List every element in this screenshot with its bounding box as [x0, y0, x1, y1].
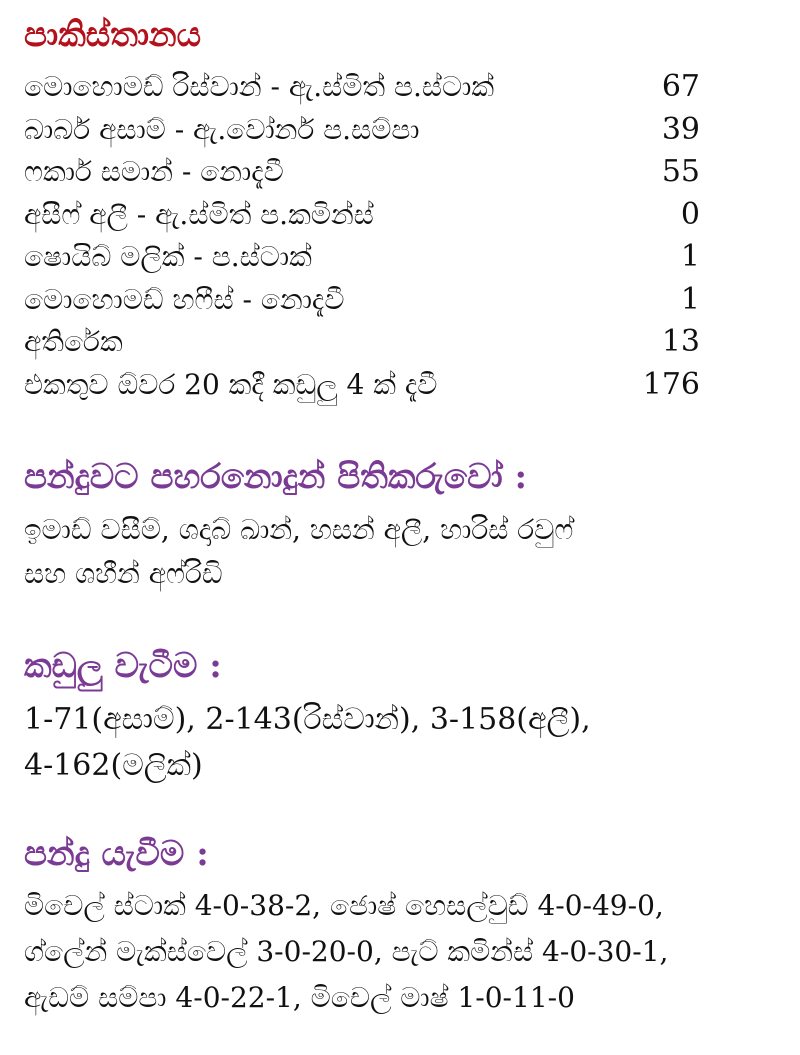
batting-row: [24, 151, 724, 194]
bowling-line: ඇඩම් සම්පා 4-0-22-1, මිචෙල් මාෂ් 1-0-11-0: [24, 981, 575, 1014]
fall-of-wickets-line: 4-162(මලික්): [24, 748, 203, 783]
batting-row: [24, 279, 724, 322]
bowling-line: ග්ලේන් මැක්ස්වෙල් 3-0-20-0, පැට් කමින්ස් 4-0-30-1,: [24, 935, 669, 968]
did-not-bat-list: [24, 508, 794, 596]
bowling-line: මිචෙල් ස්ටාක් 4-0-38-2, ජොෂ් හෙසල්වුඩ් 4-0-49-0,: [24, 889, 664, 922]
did-not-bat-line: සහ ශහීන් අෆ්රිඩි: [24, 557, 223, 590]
batsman-dismissal: බාබර් අසාම් - ඇ.වෝනර් ප.සම්පා: [24, 112, 420, 146]
bowling-list: [24, 883, 794, 1021]
batting-table: [24, 66, 724, 406]
total-label: එකතුව ඕවර 20 කදී කඩුලු 4 ක් දැවී: [24, 367, 438, 401]
extras-label: අතිරේක: [24, 325, 123, 358]
batsman-runs: 0: [680, 196, 700, 232]
did-not-bat-line: ඉමාඩ් වසීම්, ශදාබ් ඛාන්, හසන් අලී, හාරිස් රවුෆ්: [24, 513, 574, 546]
extras-runs: 13: [661, 324, 700, 359]
batsman-dismissal: මොහොමඩ් හෆීස් - නොදැවී: [24, 282, 345, 316]
team-heading: පාකිස්තානය: [24, 15, 202, 55]
batsman-runs: 55: [661, 154, 700, 189]
batsman-dismissal: මොහොමඩ් රිස්වාන් - ඇ.ස්මිත් ප.ස්ටාක්: [24, 70, 495, 103]
total-row: [24, 364, 724, 407]
batsman-runs: 39: [661, 111, 700, 147]
total-runs: 176: [642, 366, 700, 402]
fall-of-wickets-heading: කඩුලු වැටීම :: [24, 646, 222, 686]
bowling-heading: පන්දු යැවීම :: [24, 834, 209, 874]
batsman-dismissal: අසීෆ් අලී - ඇ.ස්මිත් ප.කමින්ස්: [24, 197, 374, 231]
batting-row: [24, 194, 724, 237]
did-not-bat-heading: පන්දුවට පහරනොදුන් පිතිකරුවෝ :: [24, 457, 528, 497]
fall-of-wickets-list: [24, 697, 794, 789]
fall-of-wickets-line: 1-71(අසාම්), 2-143(රිස්වාන්), 3-158(අලී),: [24, 702, 591, 737]
batsman-dismissal: ෂොයිබ් මලික් - ප.ස්ටාක්: [24, 240, 312, 273]
batting-row: [24, 66, 724, 109]
batting-row: [24, 236, 724, 279]
batting-row: [24, 109, 724, 152]
extras-row: [24, 321, 724, 364]
batsman-dismissal: ෆකාර් සමාන් - නොදැවී: [24, 155, 284, 188]
batsman-runs: 1: [680, 281, 700, 317]
batsman-runs: 1: [680, 239, 700, 274]
batsman-runs: 67: [661, 69, 700, 104]
